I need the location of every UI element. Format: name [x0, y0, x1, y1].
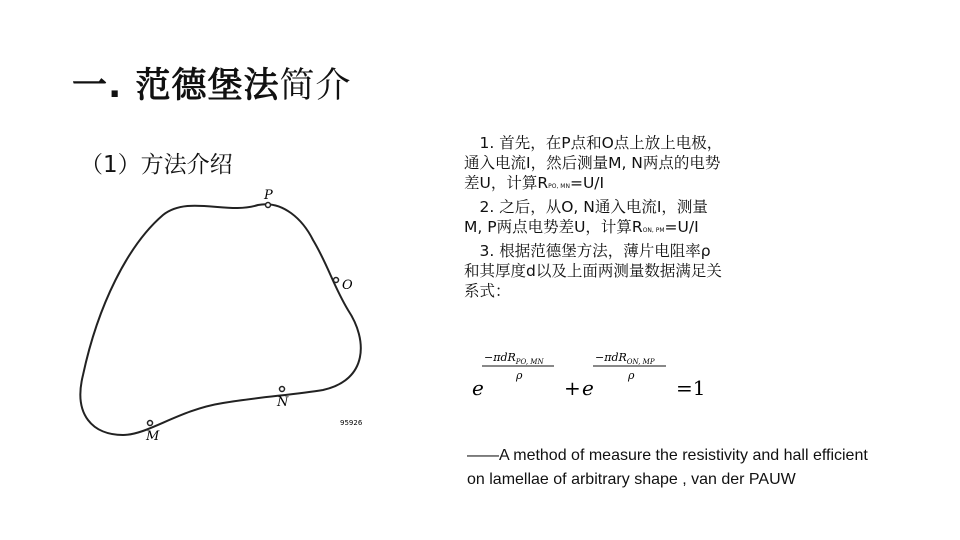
van-der-pauw-formula	[462, 345, 722, 407]
t2-num: −πdR$_{ON, MP}$	[595, 351, 655, 366]
label-o: O	[342, 278, 353, 293]
t2-rho: ρ	[628, 369, 635, 382]
e1: e	[472, 376, 484, 400]
e2: e	[582, 376, 594, 400]
section-subtitle: （1）方法介绍	[80, 152, 233, 178]
page-title	[72, 58, 352, 108]
step-3: 3. 根据范德堡方法，薄片电阻率ρ和其厚度d以及上面两测量数据满足关系式：	[464, 242, 722, 300]
steps-text	[464, 133, 739, 301]
sample-outline	[80, 204, 360, 435]
point-n	[280, 387, 285, 392]
label-m: M	[146, 429, 160, 444]
point-p	[266, 203, 271, 208]
t1-num: −πdR$_{PO, MN}$	[484, 351, 544, 366]
plus-sign: +	[564, 376, 581, 400]
equals-one: =1	[676, 376, 706, 400]
point-o	[334, 278, 339, 283]
step-2: 2. 之后，从O, N通入电流I，测量 M, P两点电势差U，计算RON, PM=U/I	[464, 198, 739, 236]
title-main: 一. 范德堡法	[72, 66, 280, 106]
step-1: 1. 首先，在P点和O点上放上电极，通入电流I，然后测量M, N两点的电势差U，计算RPO, MN=U/I	[464, 134, 723, 192]
title-light: 简介	[279, 66, 352, 106]
citation: ——A method of measure the resistivity and hall efficient on lamellae of arbitrary shape , van der PAUW	[467, 447, 868, 488]
label-n: N	[277, 395, 289, 410]
label-p: P	[264, 188, 273, 203]
sample-shape-figure	[78, 185, 378, 450]
point-m	[148, 421, 153, 426]
t1-rho: ρ	[516, 369, 523, 382]
figure-code: 95926	[340, 419, 363, 427]
